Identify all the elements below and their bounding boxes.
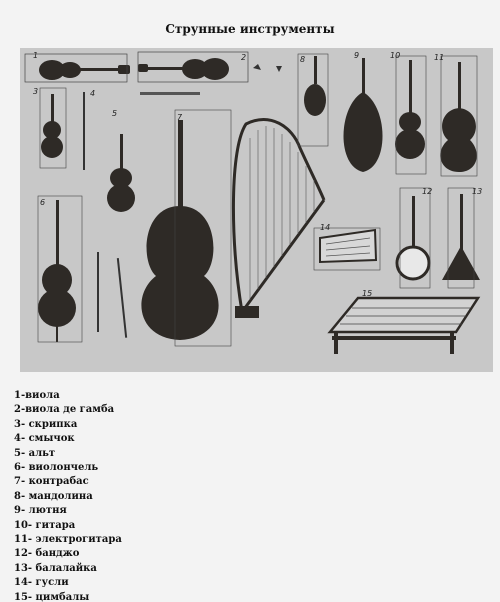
legend-item: 7- контрабас (14, 476, 89, 488)
instrument-illustration-plate (20, 48, 493, 372)
legend-item: 13- балалайка (14, 562, 97, 574)
plate-number-15: 15 (362, 289, 373, 298)
plate-number-7: 7 (177, 113, 183, 122)
plate-number-13: 13 (472, 187, 483, 196)
legend-item: 8- мандолина (14, 490, 93, 502)
legend-item: 2-виола де гамба (14, 404, 115, 416)
legend-item: 4- смычок (14, 433, 75, 445)
legend-item: 11- электрогитара (14, 534, 122, 546)
plate-number-6: 6 (40, 198, 46, 207)
plate-number-1: 1 (33, 51, 39, 60)
legend-item: 10- гитара (14, 519, 76, 531)
legend-item: 12- банджо (14, 548, 80, 560)
legend-item: 1-виола (14, 390, 60, 401)
plate-number-5: 5 (112, 109, 118, 118)
plate-number-11: 11 (434, 53, 445, 62)
plate-number-4: 4 (90, 89, 96, 98)
page-title: Струнные инструменты (165, 22, 335, 36)
plate-number-2: 2 (241, 53, 247, 62)
legend-item: 6- виолончель (14, 462, 99, 474)
legend-item: 5- альт (14, 447, 56, 459)
legend-item: 15- цимбалы (14, 591, 90, 602)
plate-number-3: 3 (33, 87, 39, 96)
legend-item: 9- лютня (14, 505, 67, 517)
plate-number-8: 8 (300, 55, 306, 64)
legend-item: 14- гусли (14, 577, 69, 589)
plate-number-14: 14 (320, 223, 331, 232)
plate-number-10: 10 (390, 51, 401, 60)
plate-number-9: 9 (354, 51, 360, 60)
plate-number-12: 12 (422, 187, 433, 196)
instrument-legend (14, 389, 122, 602)
legend-item: 3- скрипка (14, 418, 78, 430)
